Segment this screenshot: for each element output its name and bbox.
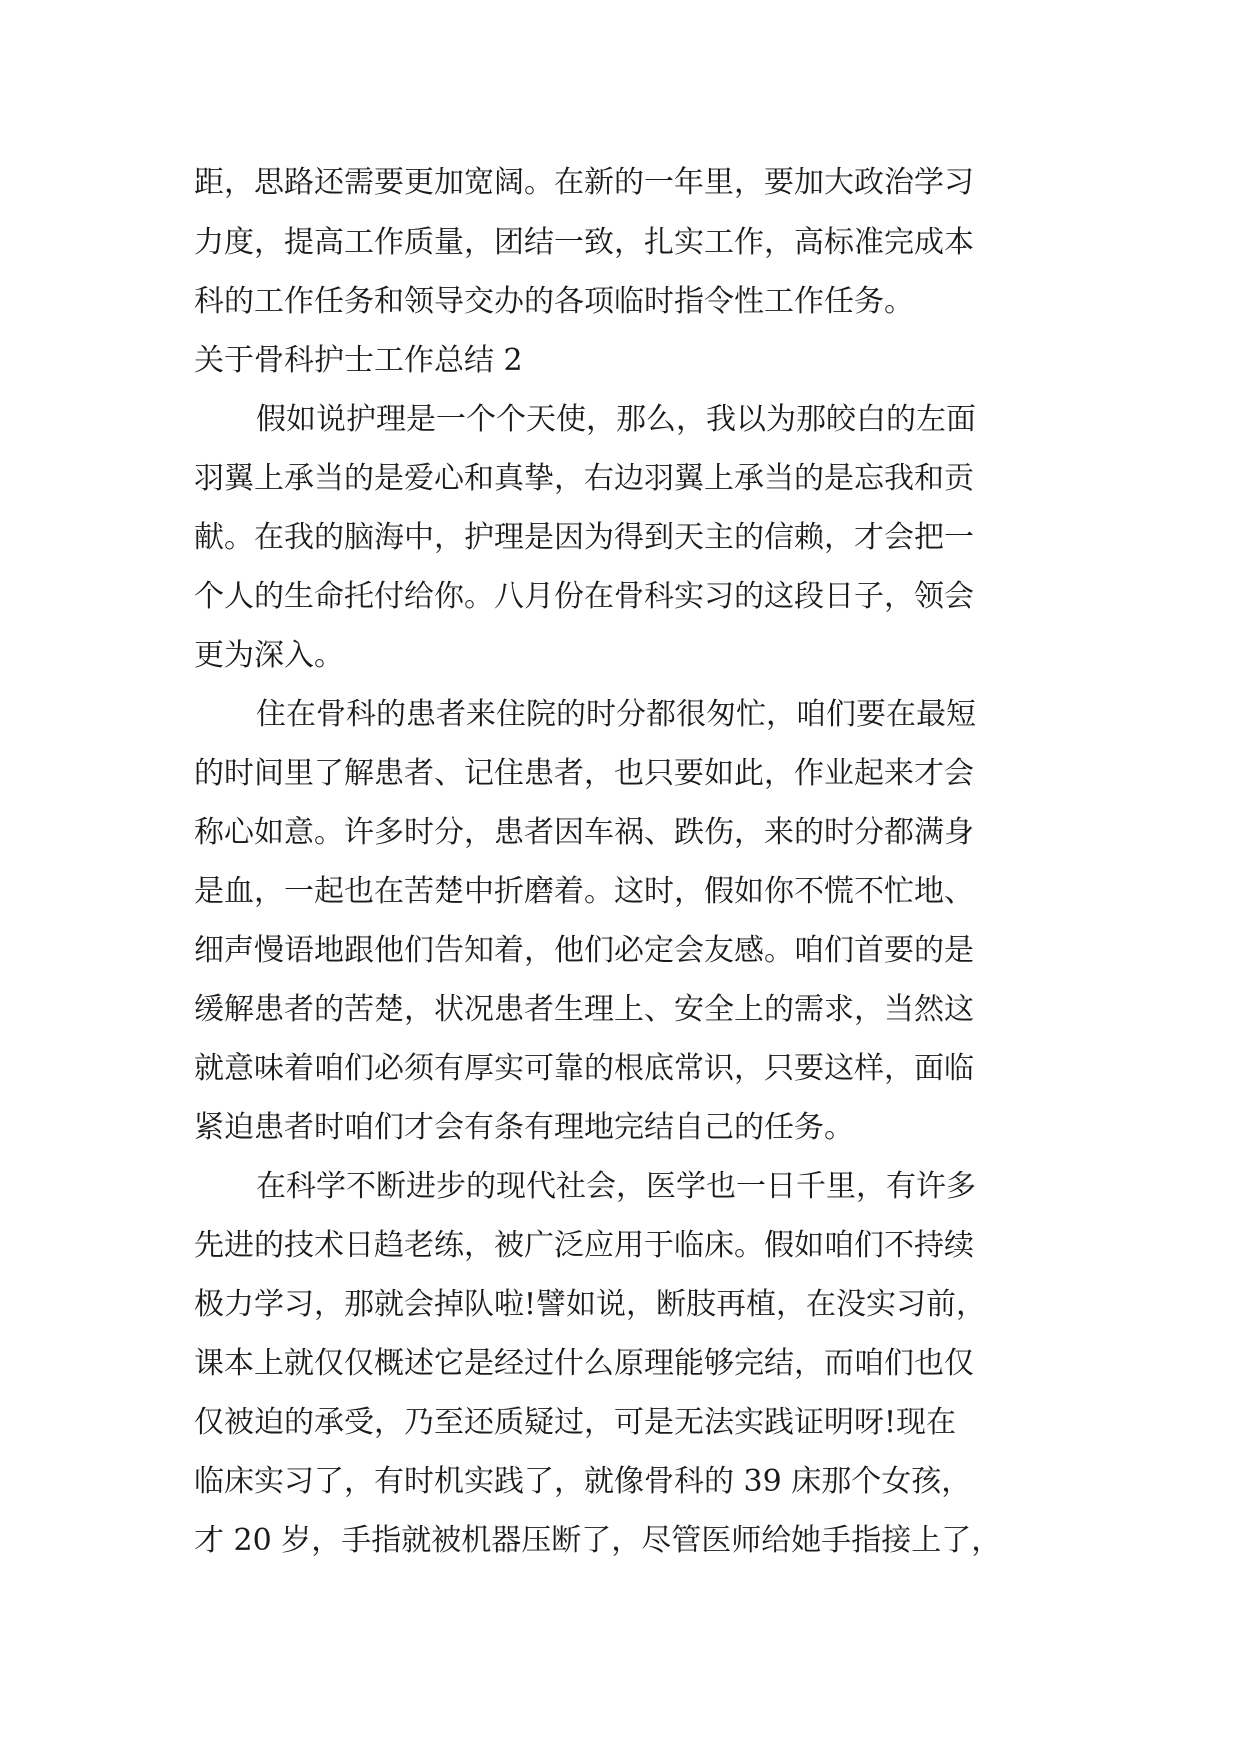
text-line: 仅被迫的承受，乃至还质疑过，可是无法实践证明呀!现在 (194, 1405, 957, 1440)
text-line: 住在骨科的患者来住院的时分都很匆忙，咱们要在最短 (256, 697, 976, 732)
text-line: 的时间里了解患者、记住患者，也只要如此，作业起来才会 (194, 756, 974, 791)
text-line: 课本上就仅仅概述它是经过什么原理能够完结，而咱们也仅 (194, 1346, 974, 1381)
text-line: 就意味着咱们必须有厚实可靠的根底常识，只要这样，面临 (194, 1051, 974, 1086)
text-line: 距，思路还需要更加宽阔。在新的一年里，要加大政治学习 (194, 165, 974, 200)
text-line: 力度，提高工作质量，团结一致，扎实工作，高标准完成本 (194, 225, 974, 260)
text-line: 极力学习，那就会掉队啦!譬如说，断肢再植，在没实习前， (194, 1287, 987, 1322)
text-line: 细声慢语地跟他们告知着，他们必定会友感。咱们首要的是 (194, 933, 974, 968)
text-line: 更为深入。 (194, 638, 344, 673)
text-line: 称心如意。许多时分，患者因车祸、跌伤，来的时分都满身 (194, 815, 974, 850)
text-line: 紧迫患者时咱们才会有条有理地完结自己的任务。 (194, 1110, 854, 1145)
text-line: 先进的技术日趋老练，被广泛应用于临床。假如咱们不持续 (194, 1228, 974, 1263)
text-line: 科的工作任务和领导交办的各项临时指令性工作任务。 (194, 284, 914, 319)
text-line: 羽翼上承当的是爱心和真挚，右边羽翼上承当的是忘我和贡 (194, 461, 974, 496)
section-heading: 关于骨科护士工作总结 2 (194, 343, 523, 378)
text-line: 在科学不断进步的现代社会，医学也一日千里，有许多 (256, 1169, 976, 1204)
text-line: 才 20 岁，手指就被机器压断了，尽管医师给她手指接上了， (194, 1523, 1002, 1558)
text-line: 假如说护理是一个个天使，那么，我以为那皎白的左面 (256, 402, 976, 437)
text-line: 个人的生命托付给你。八月份在骨科实习的这段日子，领会 (194, 579, 974, 614)
text-line: 缓解患者的苦楚，状况患者生理上、安全上的需求，当然这 (194, 992, 974, 1027)
text-line: 是血，一起也在苦楚中折磨着。这时，假如你不慌不忙地、 (194, 874, 974, 909)
text-line: 临床实习了，有时机实践了，就像骨科的 39 床那个女孩， (194, 1464, 972, 1499)
text-line: 献。在我的脑海中，护理是因为得到天主的信赖，才会把一 (194, 520, 974, 555)
